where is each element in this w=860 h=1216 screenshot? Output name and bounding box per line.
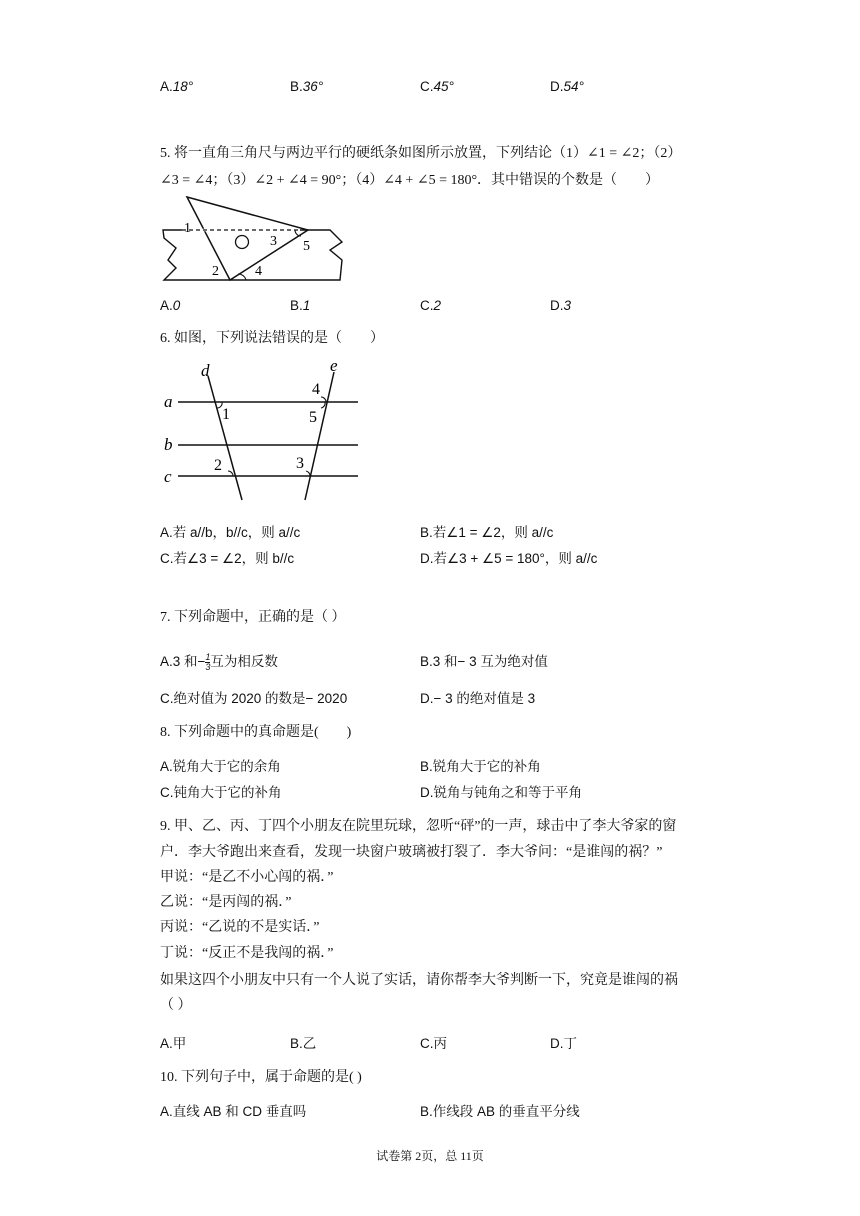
- q6-fig-label-3: 3: [296, 455, 304, 472]
- q5-option-d: D.3: [550, 298, 572, 313]
- q4-option-d: D.54°: [550, 79, 584, 94]
- q7-fraction-denominator: 3: [205, 662, 211, 672]
- q6-fig-label-b: b: [164, 435, 173, 454]
- q6-stem: 6. 如图，下列说法错误的是（ ）: [160, 331, 384, 346]
- q5-fig-label-4: 4: [255, 264, 262, 279]
- q9-option-a: A.甲: [160, 1036, 187, 1051]
- q8-option-d: D.锐角与钝角之和等于平角: [420, 785, 582, 800]
- q5-fig-label-1: 1: [184, 221, 191, 236]
- q9-line-4: 乙说：“是丙闯的祸．”: [160, 895, 292, 910]
- q5-fig-label-2: 2: [212, 264, 219, 279]
- q5-option-c: C.2: [420, 298, 442, 313]
- q5-fig-label-3: 3: [270, 234, 277, 249]
- q6-figure: [160, 358, 365, 503]
- q6-fig-label-4: 4: [312, 381, 320, 398]
- q5-stem-line1: 5. 将一直角三角尺与两边平行的硬纸条如图所示放置，下列结论（1）∠1 = ∠2；（2）: [160, 146, 682, 161]
- q9-line-2: 户．李大爷跑出来查看，发现一块窗户玻璃被打裂了．李大爷问：“是谁闯的祸？”: [160, 845, 663, 860]
- q7-option-c: C.绝对值为 2020 的数是− 2020: [160, 691, 348, 706]
- q8-option-c: C.钝角大于它的补角: [160, 785, 282, 800]
- q9-line-1: 9. 甲、乙、丙、丁四个小朋友在院里玩球，忽听“砰”的一声，球击中了李大爷家的窗: [160, 819, 677, 834]
- q9-line-5: 丙说：“乙说的不是实话．”: [160, 920, 320, 935]
- q8-stem: 8. 下列命题中的真命题是( ): [160, 725, 352, 740]
- q6-fig-label-2: 2: [214, 457, 222, 474]
- q7-option-a-prefix: A.3 和−: [160, 654, 206, 670]
- q5-fig-label-5: 5: [303, 239, 310, 254]
- q9-line-7: 如果这四个小朋友中只有一个人说了实话，请你帮李大爷判断一下，究竟是谁闯的祸: [160, 973, 678, 988]
- q5-stem-line2: ∠3 = ∠4；（3）∠2 + ∠4 = 90°；（4）∠4 + ∠5 = 180°．其中错误的个数是（ ）: [160, 173, 660, 188]
- q9-option-c: C.丙: [420, 1036, 447, 1051]
- q7-option-a: [160, 653, 278, 672]
- q7-option-a-suffix: 互为相反数: [210, 654, 278, 670]
- q6-option-d: D.若∠3 + ∠5 = 180°，则 a//c: [420, 551, 598, 566]
- q6-fig-label-1: 1: [222, 406, 230, 423]
- q6-option-a: A.若 a//b，b//c，则 a//c: [160, 525, 301, 540]
- q8-option-b: B.锐角大于它的补角: [420, 759, 541, 774]
- page-footer: 试卷第 2页，总 11页: [376, 1149, 484, 1163]
- q10-option-a: A.直线 AB 和 CD 垂直吗: [160, 1104, 307, 1119]
- q7-option-b: B.3 和− 3 互为绝对值: [420, 654, 548, 669]
- q6-fig-label-d: d: [201, 361, 210, 380]
- q6-fig-label-5: 5: [309, 409, 317, 426]
- q7-stem: 7. 下列命题中，正确的是（ ）: [160, 610, 346, 625]
- q4-option-c: C.45°: [420, 79, 454, 94]
- q8-option-a: A.锐角大于它的余角: [160, 759, 281, 774]
- q6-option-c: C.若∠3 = ∠2，则 b//c: [160, 551, 295, 566]
- q9-line-6: 丁说：“反正不是我闯的祸．”: [160, 946, 334, 961]
- q4-option-a: A.18°: [160, 79, 194, 94]
- q9-option-b: B.乙: [290, 1036, 317, 1051]
- q7-option-d: D.− 3 的绝对值是 3: [420, 691, 536, 706]
- q6-fig-label-a: a: [164, 392, 173, 411]
- q9-line-8: （ ）: [160, 998, 192, 1013]
- q6-option-b: B.若∠1 = ∠2，则 a//c: [420, 525, 554, 540]
- q9-option-d: D.丁: [550, 1036, 577, 1051]
- q6-fig-label-c: c: [164, 467, 172, 486]
- q6-fig-label-e: e: [330, 358, 338, 375]
- q10-option-b: B.作线段 AB 的垂直平分线: [420, 1104, 580, 1119]
- q4-option-b: B.36°: [290, 79, 324, 94]
- q10-stem: 10. 下列句子中，属于命题的是( ): [160, 1070, 362, 1085]
- q7-fraction-numerator: 1: [205, 652, 211, 662]
- q5-option-a: A.0: [160, 298, 181, 313]
- q5-option-b: B.1: [290, 298, 311, 313]
- q9-line-3: 甲说：“是乙不小心闯的祸．”: [160, 870, 334, 885]
- q5-figure: [160, 192, 350, 284]
